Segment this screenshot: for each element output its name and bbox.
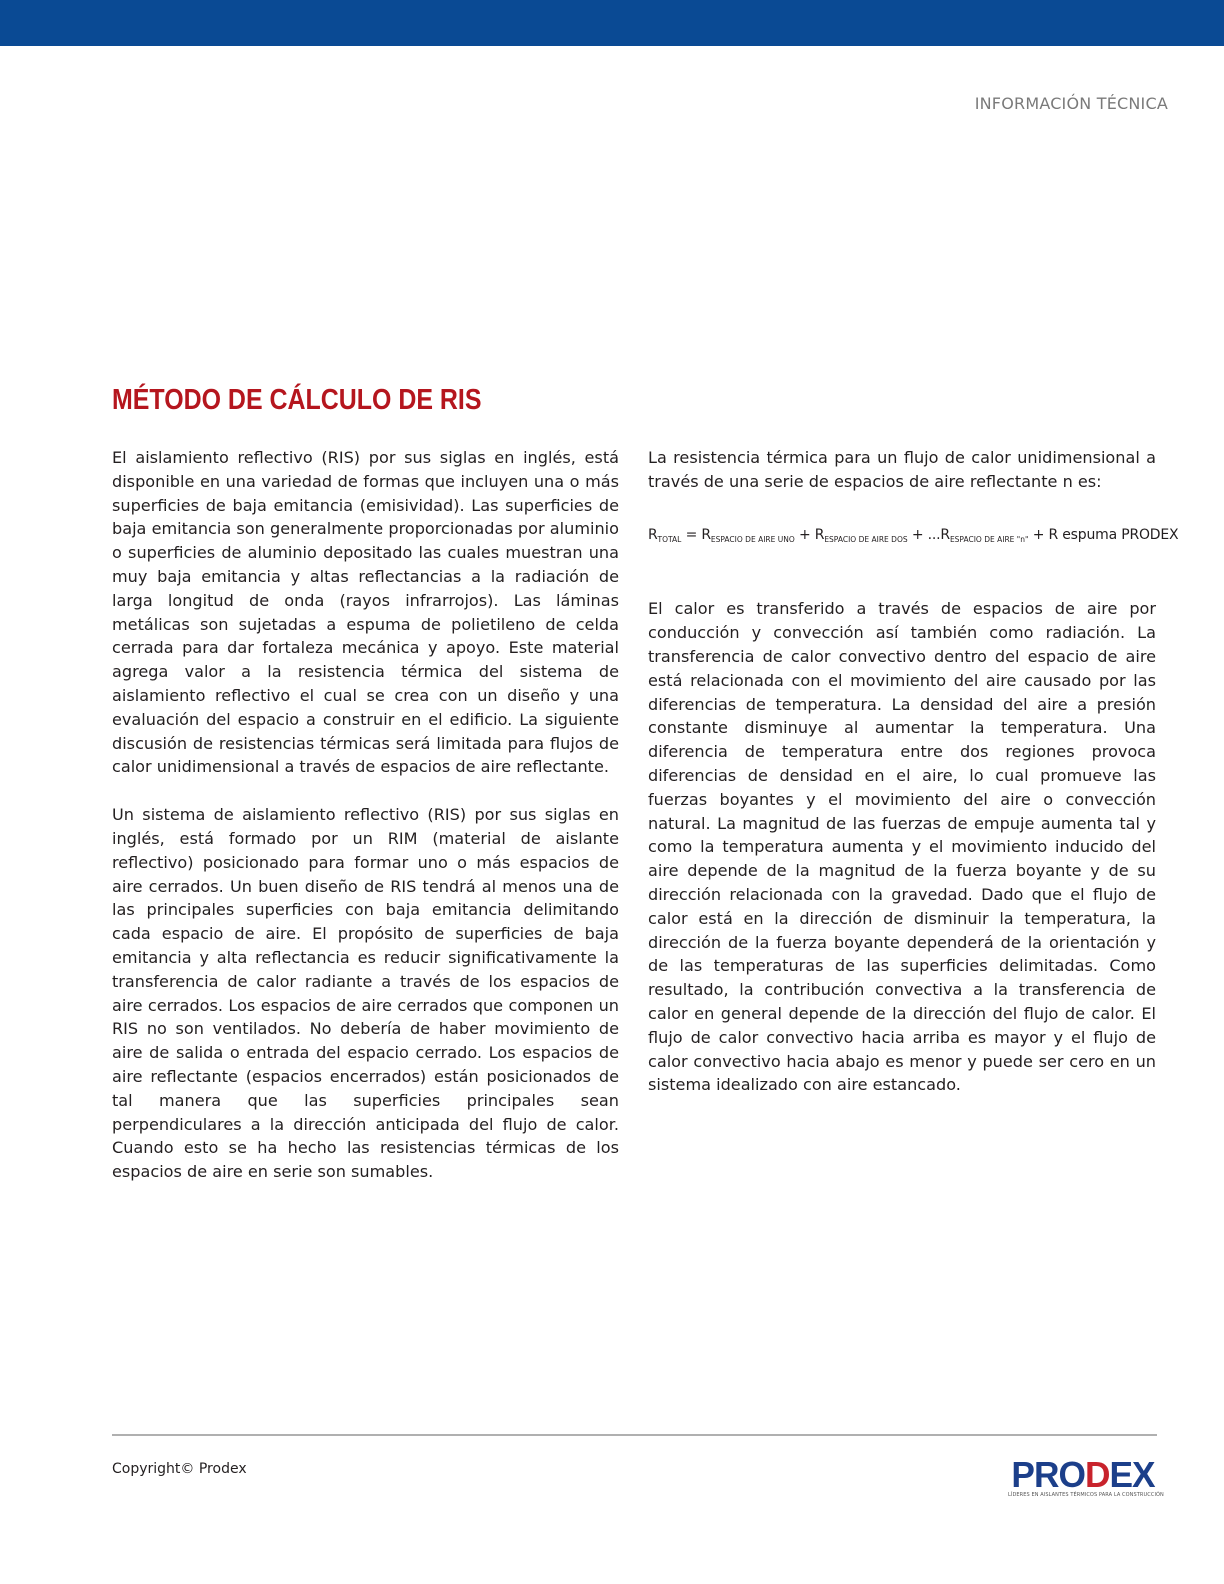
resistance-formula xyxy=(648,524,1179,552)
formula-subscript: ESPACIO DE AIRE "n" xyxy=(949,534,1029,544)
formula-subscript: TOTAL xyxy=(657,534,682,544)
top-color-bar xyxy=(0,0,1224,46)
formula-operator: + ... xyxy=(907,526,941,543)
logo-wordmark xyxy=(1010,1456,1157,1494)
formula-operator: = xyxy=(681,526,702,543)
body-paragraph: Un sistema de aislamiento reflectivo (RIS) por sus siglas en inglés, está formado por un RIM (material de aislante reflectivo) posicionado para formar uno o más espacios de aire cerrados. Un buen diseño de RIS tendrá al menos una de las principales superficies con baja emitancia delimitando cada espacio de aire. El propósito de superficies de baja emitancia y alta reflectancia es reducir significativamente la transferencia de calor radiante a través de los espacios de aire cerrados. Los espacios de aire cerrados que componen un RIS no son ventilados. No debería de haber movimiento de aire de salida o entrada del espacio cerrado. Los espacios de aire reflectante (espacios encerrados) están posicionados de tal manera que las superficies principales sean perpendiculares a la dirección anticipada del flujo de calor. Cuando esto se ha hecho las resistencias térmicas de los espacios de aire en serie son sumables. xyxy=(112,805,619,1182)
body-paragraph: El aislamiento reflectivo (RIS) por sus siglas en inglés, está disponible en una variedad de formas que incluyen una o más superficies de baja emitancia (emisividad). Las superficies de baja emitancia son generalmente proporcionadas por aluminio o superficies de aluminio depositado las cuales muestran una muy baja emitancia y altas reflectancias a la radiación de larga longitud de onda (rayos infrarrojos). Las láminas metálicas son sujetadas a espuma de polietileno de celda cerrada para dar fortaleza mecánica y apoyo. Este material agrega valor a la resistencia térmica del sistema de aislamiento reflectivo el cual se crea con un diseño y una evaluación del espacio a construir en el edificio. La siguiente discusión de resistencias térmicas será limitada para flujos de calor unidimensional a través de espacios de aire reflectante. xyxy=(112,448,619,777)
formula-r: R xyxy=(814,526,825,543)
left-column xyxy=(112,446,619,1184)
logo-text: PRO xyxy=(1011,1454,1085,1495)
formula-r: R xyxy=(648,526,658,543)
logo-text-accent: D xyxy=(1084,1454,1110,1495)
formula-tail: + R espuma PRODEX xyxy=(1028,526,1179,543)
formula-r: R xyxy=(701,526,711,543)
right-column xyxy=(648,446,1179,1097)
prodex-logo xyxy=(1008,1454,1164,1498)
footer-divider xyxy=(112,1434,1157,1436)
logo-text: EX xyxy=(1109,1454,1155,1495)
formula-subscript: ESPACIO DE AIRE DOS xyxy=(824,534,908,544)
body-paragraph: La resistencia térmica para un flujo de calor unidimensional a través de una serie de espacios de aire reflectante n es: xyxy=(648,448,1156,491)
page-title: MÉTODO DE CÁLCULO DE RIS xyxy=(112,384,482,416)
section-label: INFORMACIÓN TÉCNICA xyxy=(974,94,1168,113)
formula-operator: + xyxy=(794,526,815,543)
copyright-text: Copyright© Prodex xyxy=(112,1461,247,1477)
body-paragraph: El calor es transferido a través de espacios de aire por conducción y convección así también como radiación. La transferencia de calor convectivo dentro del espacio de aire está relacionada con el movimiento del aire causado por las diferencias de temperatura. La densidad del aire a presión constante disminuye al aumentar la temperatura. Una diferencia de temperatura entre dos regiones provoca diferencias de densidad en el aire, lo cual promueve las fuerzas boyantes y el movimiento del aire o convección natural. La magnitud de las fuerzas de empuje aumenta tal y como la temperatura aumenta y el movimiento inducido del aire depende de la magnitud de la fuerza boyante y de su dirección relacionada con la gravedad. Dado que el flujo de calor está en la dirección de disminuir la temperatura, la dirección de la fuerza boyante dependerá de la orientación y de las temperaturas de las superficies delimitadas. Como resultado, la contribución convectiva a la transferencia de calor en general depende de la dirección del flujo de calor. El flujo de calor convectivo hacia arriba es mayor y el flujo de calor convectivo hacia abajo es menor y puede ser cero en un sistema idealizado con aire estancado. xyxy=(648,599,1156,1095)
formula-r: R xyxy=(940,526,950,543)
formula-subscript: ESPACIO DE AIRE UNO xyxy=(710,534,795,544)
logo-tagline: LÍDERES EN AISLANTES TÉRMICOS PARA LA CONSTRUCCIÓN xyxy=(1008,1492,1164,1498)
